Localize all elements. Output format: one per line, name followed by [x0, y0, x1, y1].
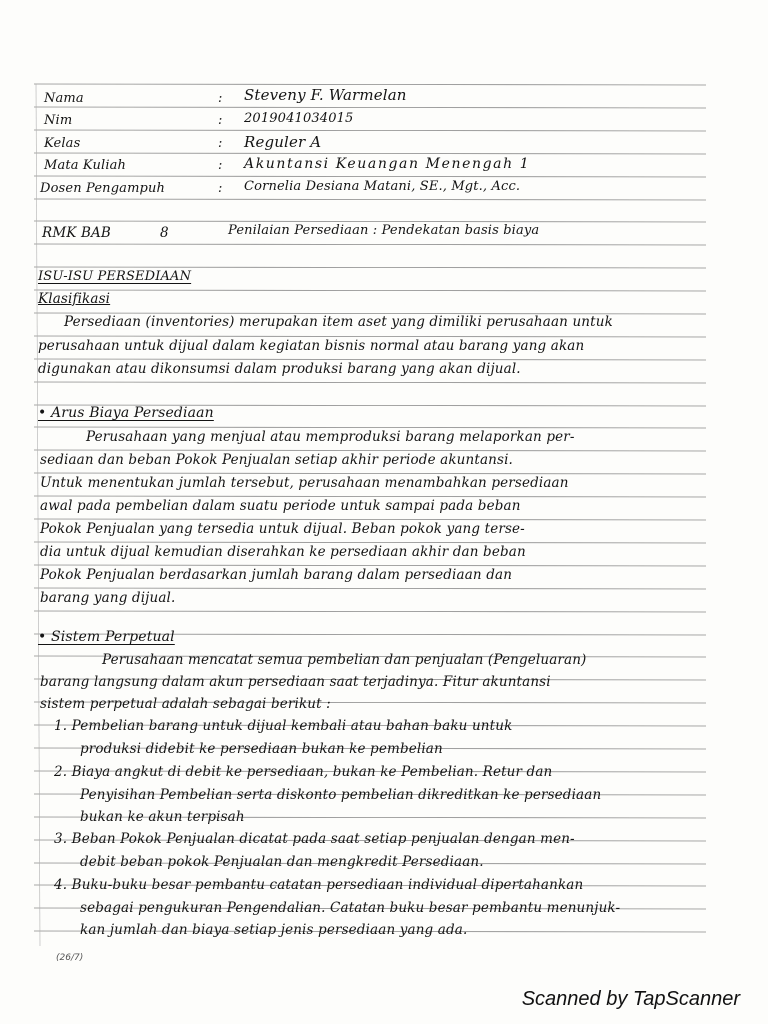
nim-label: Nim	[44, 113, 73, 128]
text-line: Perusahaan yang menjual atau memproduksi barang melaporkan per-	[86, 429, 575, 445]
text-line: perusahaan untuk dijual dalam kegiatan bisnis normal atau barang yang akan	[38, 338, 585, 354]
ruled-line	[34, 153, 706, 154]
text-line: bukan ke akun terpisah	[80, 809, 245, 825]
text-line: Pokok Penjualan yang tersedia untuk dijual. Beban pokok yang terse-	[40, 521, 525, 537]
text-line: Perusahaan mencatat semua pembelian dan penjualan (Pengeluaran)	[102, 652, 587, 668]
page-mark: (26/7)	[56, 953, 84, 963]
kelas-value: Reguler A	[244, 133, 322, 151]
scanner-watermark: Scanned by TapScanner	[521, 988, 740, 1010]
ruled-line	[34, 176, 706, 177]
text-line: barang langsung dalam akun persediaan saat terjadinya. Fitur akuntansi	[40, 674, 551, 690]
section-heading-arus-biaya: • Arus Biaya Persediaan	[38, 405, 214, 421]
dosen-sep: :	[218, 181, 223, 196]
rmk-number: 8	[160, 225, 169, 241]
text-line: awal pada pembelian dalam suatu periode untuk sampai pada beban	[40, 498, 521, 514]
ruled-line	[34, 611, 706, 612]
text-line: digunakan atau dikonsumsi dalam produksi barang yang akan dijual.	[38, 361, 521, 377]
matkul-label: Mata Kuliah	[44, 158, 127, 173]
list-item-1: 1. Pembelian barang untuk dijual kembali atau bahan baku untuk	[54, 718, 513, 734]
text-line: Untuk menentukan jumlah tersebut, perusahaan menambahkan persediaan	[40, 475, 569, 491]
ruled-line	[34, 199, 706, 200]
list-item-4: 4. Buku-buku besar pembantu catatan persediaan individual dipertahankan	[54, 877, 584, 893]
text-line: Pokok Penjualan berdasarkan jumlah barang dalam persediaan dan	[40, 567, 513, 583]
nama-sep: :	[218, 91, 223, 106]
dosen-value: Cornelia Desiana Matani, SE., Mgt., Acc.	[244, 179, 521, 194]
text-line: kan jumlah dan biaya setiap jenis persediaan yang ada.	[80, 922, 468, 938]
dosen-label: Dosen Pengampuh	[40, 181, 166, 196]
ruled-line	[34, 382, 706, 383]
section-heading-isu: ISU-ISU PERSEDIAAN	[38, 269, 192, 284]
text-line: Penyisihan Pembelian serta diskonto pembelian dikreditkan ke persediaan	[80, 787, 602, 803]
ruled-line	[34, 107, 706, 108]
nama-label: Nama	[44, 91, 84, 106]
list-item-3: 3. Beban Pokok Penjualan dicatat pada saat setiap penjualan dengan men-	[54, 831, 575, 847]
ruled-line	[34, 84, 706, 85]
ruled-line	[34, 244, 706, 245]
ruled-line	[34, 290, 706, 291]
matkul-sep: :	[218, 158, 223, 173]
text-line: barang yang dijual.	[40, 590, 176, 606]
kelas-label: Kelas	[44, 136, 81, 151]
text-line: produksi didebit ke persediaan bukan ke pembelian	[80, 741, 443, 757]
text-line: debit beban pokok Penjualan dan mengkredit Persediaan.	[80, 854, 484, 870]
rmk-title: Penilaian Persediaan : Pendekatan basis biaya	[228, 223, 540, 238]
text-line: Persediaan (inventories) merupakan item aset yang dimiliki perusahaan untuk	[64, 314, 613, 330]
text-line: dia untuk dijual kemudian diserahkan ke persediaan akhir dan beban	[40, 544, 526, 560]
nim-sep: :	[218, 113, 223, 128]
ruled-line	[34, 130, 706, 131]
rmk-label: RMK BAB	[42, 225, 112, 241]
text-line: sediaan dan beban Pokok Penjualan setiap akhir periode akuntansi.	[40, 452, 513, 468]
nama-value: Steveny F. Warmelan	[244, 86, 407, 104]
kelas-sep: :	[218, 136, 223, 151]
matkul-value: Akuntansi Keuangan Menengah 1	[244, 156, 531, 172]
subheading-klasifikasi: Klasifikasi	[38, 291, 111, 307]
list-item-2: 2. Biaya angkut di debit ke persediaan, bukan ke Pembelian. Retur dan	[54, 764, 553, 780]
text-line: sistem perpetual adalah sebagai berikut :	[40, 696, 331, 712]
text-line: sebagai pengukuran Pengendalian. Catatan buku besar pembantu menunjuk-	[80, 900, 621, 916]
nim-value: 2019041034015	[244, 111, 354, 126]
section-heading-sistem-perpetual: • Sistem Perpetual	[38, 629, 175, 645]
